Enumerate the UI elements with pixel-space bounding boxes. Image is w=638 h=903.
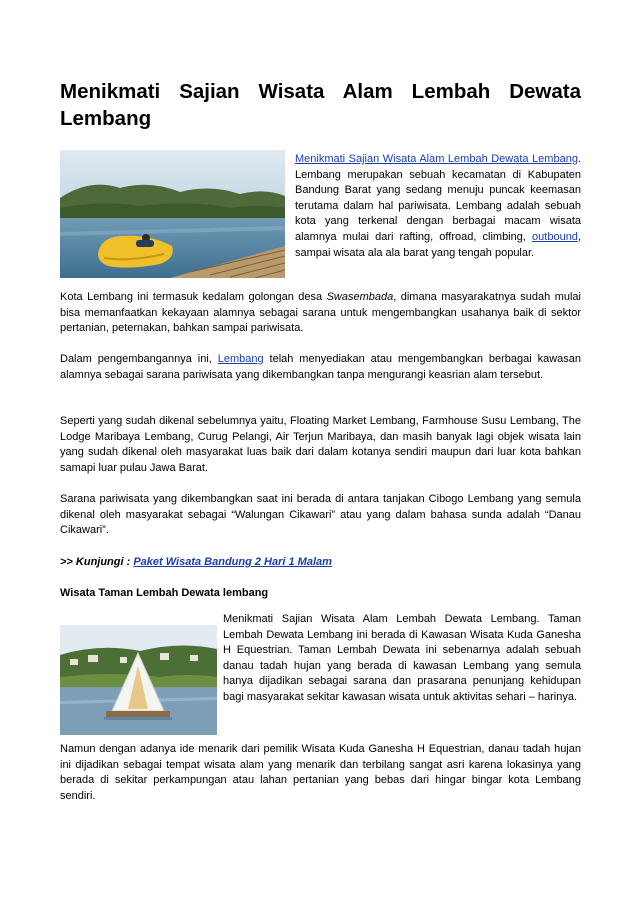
title-link[interactable]: Menikmati Sajian Wisata Alam Lembah Dewata Lembang <box>295 153 578 165</box>
p1-italic: Swasembada <box>326 291 394 303</box>
lake-lounger-photo <box>60 150 285 278</box>
visit-line <box>60 555 581 571</box>
p2-text-b: telah menyediakan atau mengembangkan berbagai kawasan alamnya sebagai sarana pariwisata yang dikembangkan tanpa mengurangi keasrian alam tersebut. <box>60 353 581 381</box>
section-subheading: Wisata Taman Lembah Dewata lembang <box>60 587 269 599</box>
paragraph-taman-lembah: Menikmati Sajian Wisata Alam Lembah Dewata Lembang. Taman Lembah Dewata Lembang ini berada di Kawasan Wisata Kuda Ganesha H Equestrian. Taman Lembah Dewata ini sebenarnya adalah sebuah danau tadah hujan yang berada di kawasan Lembang yang semula hanya dijadikan sebagai sarana dan prasarana penunjang kehidupan bagi masyarakat sekitar kawasan wisata untuk aktivitas sehari – harinya. <box>223 613 581 703</box>
lake-tent-illustration <box>60 625 217 735</box>
paragraph-development <box>60 352 581 383</box>
p1-text-b: , dimana masyarakatnya sudah mulai bisa memanfaatkan kekayaan alamnya sebagai sarana untuk mengembangkan usahanya baik di sektor pertanian, peternakan, bahkan sampai pariwisata. <box>60 291 581 335</box>
paragraph-cikawari: Sarana pariwisata yang dikembangkan saat ini berada di antara tanjakan Cibogo Lembang yang semula dikenal oleh masyarakat sebagai “Walungan Cikawari” atau yang dalam bahasa sunda adalah “Danau Cikawari”. <box>60 493 581 537</box>
package-link[interactable]: Paket Wisata Bandung 2 Hari 1 Malam <box>133 556 332 568</box>
intro-text-1: . Lembang merupakan sebuah kecamatan di Kabupaten Bandung Barat yang sedang menuju puncak keemasan terutama dalam hal pariwisata. Lembang adalah sebuah kota yang terkenal dengan berbagai macam wisata alamnya mulai dari rafting, offroad, climbing, <box>295 153 581 243</box>
p1-text-a: Kota Lembang ini termasuk kedalam golongan desa <box>60 291 327 303</box>
paragraph-swasembada <box>60 290 581 337</box>
lake-lounger-illustration <box>60 150 285 278</box>
lembang-link[interactable]: Lembang <box>217 353 264 365</box>
page-title: Menikmati Sajian Wisata Alam Lembah Dewata Lembang <box>60 80 581 130</box>
intro-text-2: , sampai wisata ala ala barat yang tengah popular. <box>295 230 581 259</box>
p2-text-a: Dalam pengembangannya ini, <box>60 353 218 365</box>
paragraph-attractions: Seperti yang sudah dikenal sebelumnya yaitu, Floating Market Lembang, Farmhouse Susu Lembang, The Lodge Maribaya Lembang, Curug Pelangi, Air Terjun Maribaya, dan masih banyak lagi objek wisata lain yang sudah dikenal oleh masyarakat luas baik dari dalam kotanya sendiri maupun dari luar kota bahkan samapi luar pulau Jawa Barat. <box>60 415 581 474</box>
lake-tent-photo <box>60 625 217 735</box>
visit-prefix: >> Kunjungi : <box>60 556 134 568</box>
intro-paragraph <box>295 152 581 261</box>
paragraph-owner-idea: Namun dengan adanya ide menarik dari pemilik Wisata Kuda Ganesha H Equestrian, danau tadah hujan ini dijadikan sebagai tempat wisata alam yang menarik dan terbilang sangat asri karena lokasinya yang berada di sekitar perkampungan atau lahan pertanian yang bebas dari hingar bingar kota Lembang sendiri. <box>60 743 581 802</box>
outbound-link[interactable]: outbound <box>532 230 578 243</box>
